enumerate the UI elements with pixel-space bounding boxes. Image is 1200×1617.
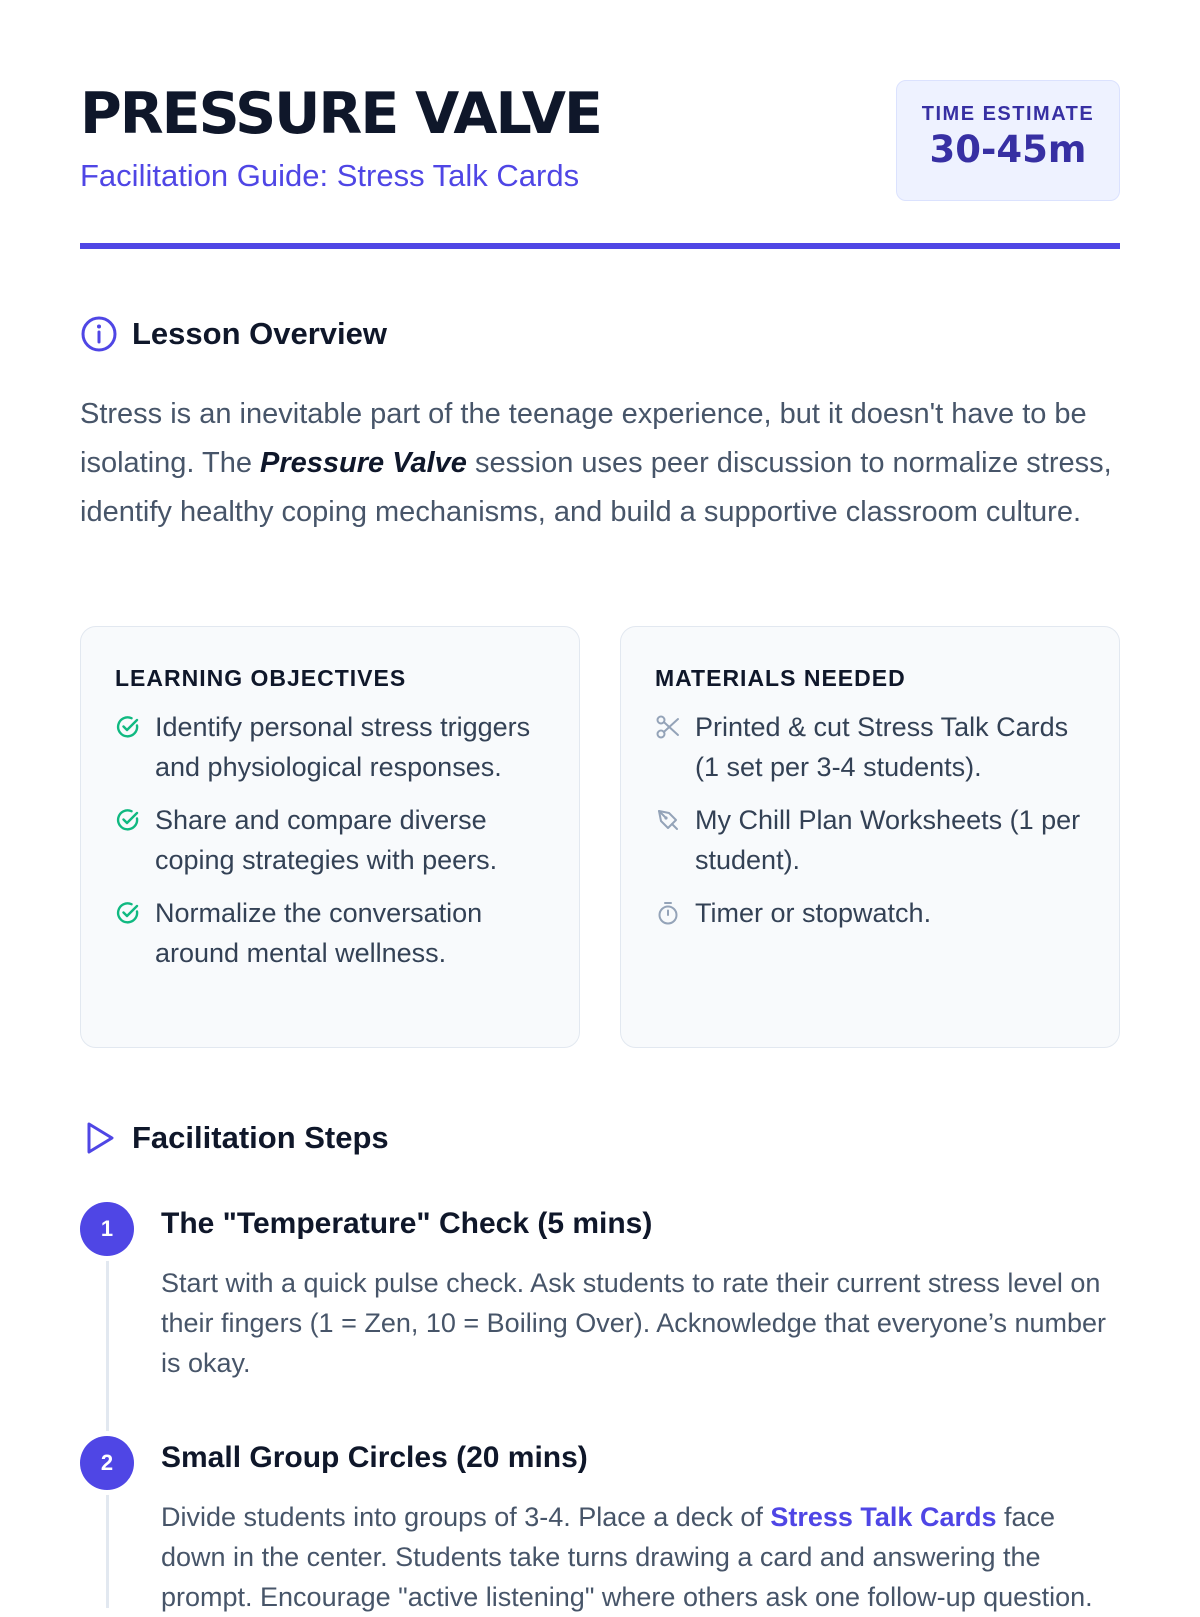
page-subtitle: Facilitation Guide: Stress Talk Cards [80, 158, 580, 193]
learning-objectives-heading: LEARNING OBJECTIVES [115, 665, 407, 691]
list-item [655, 800, 1085, 880]
list-item [115, 893, 545, 973]
lesson-overview-heading [80, 314, 387, 354]
objective-text: Normalize the conversation around mental wellness. [155, 898, 483, 968]
materials-needed-card [620, 626, 1120, 1048]
material-text: My Chill Plan Worksheets (1 per student). [695, 805, 1081, 875]
objectives-list [115, 707, 545, 973]
step-description: Start with a quick pulse check. Ask students to rate their current stress level on their fingers (1 = Zen, 10 = Boiling Over). Acknowledge that everyone’s number is okay. [161, 1268, 1107, 1378]
lesson-overview-text [80, 390, 1130, 537]
info-icon [80, 315, 118, 353]
list-item [655, 707, 1085, 787]
header-divider [80, 243, 1120, 249]
check-circle-icon [115, 707, 143, 747]
step-text-part: Divide students into groups of 3-4. Place a deck of [161, 1502, 771, 1532]
stress-talk-cards-highlight: Stress Talk Cards [770, 1502, 997, 1532]
overview-text-part: session uses peer discussion to normalize stress, identify healthy coping mechanisms, and build a supportive classroom culture. [80, 447, 1112, 528]
check-circle-icon [115, 800, 143, 840]
list-item [655, 893, 1085, 933]
play-icon [80, 1119, 118, 1157]
material-text: Timer or stopwatch. [695, 898, 932, 928]
objective-text: Identify personal stress triggers and physiological responses. [155, 712, 531, 782]
materials-needed-heading: MATERIALS NEEDED [655, 665, 906, 691]
step-text-part: face down in the center. Students take turns drawing a card and answering the prompt. Encourage "active listening" where others ask one follow-up question. [161, 1502, 1093, 1612]
overview-text-part: Stress is an inevitable part of the teenage experience, but it doesn't have to be isolating. The [80, 398, 1087, 479]
page-title: PRESSURE VALVE [80, 81, 601, 147]
objective-text: Share and compare diverse coping strategies with peers. [155, 805, 498, 875]
time-estimate-value: 30-45m [929, 128, 1087, 171]
step-description [161, 1497, 1126, 1617]
step-number-badge: 2 [80, 1436, 134, 1490]
time-estimate-card [896, 80, 1120, 201]
material-text: Printed & cut Stress Talk Cards (1 set per 3-4 students). [695, 712, 1069, 782]
list-item [115, 800, 545, 880]
list-item [115, 707, 545, 787]
lesson-overview-title: Lesson Overview [132, 316, 388, 351]
materials-list [655, 707, 1085, 933]
stopwatch-icon [655, 893, 683, 933]
overview-emphasis: Pressure Valve [260, 447, 467, 479]
step-number-badge: 1 [80, 1202, 134, 1256]
check-circle-icon [115, 893, 143, 933]
timeline-line [106, 1228, 109, 1608]
scissors-icon [655, 707, 683, 747]
step-title: The "Temperature" Check (5 mins) [161, 1207, 653, 1240]
step-title: Small Group Circles (20 mins) [161, 1441, 588, 1474]
time-estimate-label: TIME ESTIMATE [921, 103, 1095, 125]
facilitation-steps-title: Facilitation Steps [132, 1120, 389, 1155]
learning-objectives-card [80, 626, 580, 1048]
pen-icon [655, 800, 683, 840]
facilitation-steps-heading [80, 1118, 389, 1158]
